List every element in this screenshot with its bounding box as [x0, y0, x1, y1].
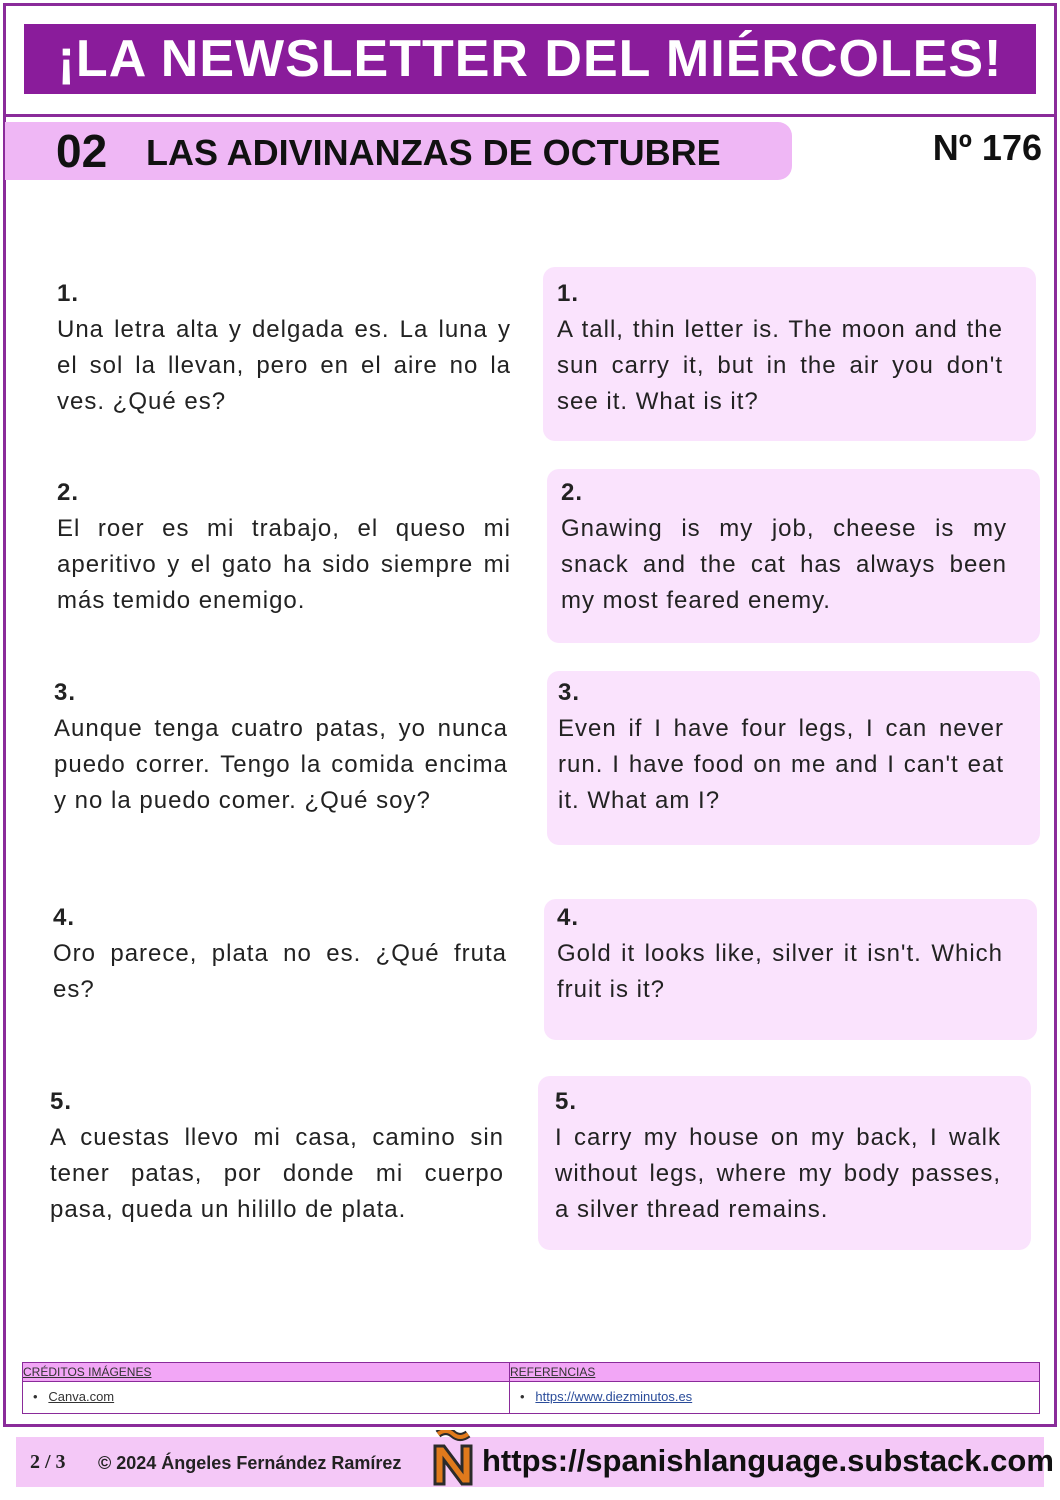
banner-title: ¡LA NEWSLETTER DEL MIÉRCOLES!: [57, 30, 1003, 88]
riddle-number: 3.: [558, 679, 581, 706]
riddle-text-es: Aunque tenga cuatro patas, yo nunca puedo correr. Tengo la comida encima y no la puedo comer. ¿Qué soy?: [54, 715, 508, 814]
copyright-text: © 2024 Ángeles Fernández Ramírez: [98, 1453, 402, 1473]
riddle-en-4: [557, 900, 1003, 1008]
references-link[interactable]: https://www.diezminutos.es: [535, 1389, 693, 1404]
riddle-text-es: Una letra alta y delgada es. La luna y el sol la llevan, pero en el aire no la ves. ¿Qué es?: [57, 316, 511, 415]
section-number: 02: [56, 125, 108, 177]
right-border: [1054, 114, 1057, 1426]
riddle-text-es: A cuestas llevo mi casa, camino sin tener patas, por donde mi cuerpo pasa, queda un hilillo de plata.: [50, 1124, 504, 1223]
n-tilde-logo-icon: [430, 1430, 476, 1486]
references-header: REFERENCIAS: [510, 1365, 596, 1379]
credits-table: [22, 1362, 1040, 1414]
riddle-number: 1.: [557, 280, 580, 307]
riddle-number: 3.: [54, 679, 77, 706]
riddle-en-3: [558, 675, 1004, 819]
section-title: LAS ADIVINANZAS DE OCTUBRE: [146, 132, 721, 173]
riddle-en-5: [555, 1084, 1001, 1228]
riddle-text-en: Gold it looks like, silver it isn't. Which fruit is it?: [557, 940, 1003, 1003]
references-column: [510, 1363, 1040, 1413]
riddle-text-en: A tall, thin letter is. The moon and the sun carry it, but in the air you don't see it. What is it?: [557, 316, 1003, 415]
riddle-en-1: [557, 276, 1003, 420]
credits-column: [23, 1363, 509, 1413]
riddle-number: 4.: [53, 904, 76, 931]
riddle-text-es: El roer es mi trabajo, el queso mi aperitivo y el gato ha sido siempre mi más temido enemigo.: [57, 515, 511, 614]
riddle-es-3: [54, 675, 508, 819]
riddle-en-2: [561, 475, 1007, 619]
riddle-text-en: Gnawing is my job, cheese is my snack and the cat has always been my most feared enemy.: [561, 515, 1007, 614]
references-item: • https://www.diezminutos.es: [520, 1389, 693, 1404]
newsletter-banner: [24, 24, 1036, 94]
credits-header: CRÉDITOS IMÁGENES: [23, 1365, 152, 1379]
riddle-number: 2.: [57, 479, 80, 506]
riddle-es-4: [53, 900, 507, 1008]
riddle-text-es: Oro parece, plata no es. ¿Qué fruta es?: [53, 940, 507, 1003]
riddle-es-2: [57, 475, 511, 619]
riddle-text-en: I carry my house on my back, I walk without legs, where my body passes, a silver thread remains.: [555, 1124, 1001, 1223]
issue-number: Nº 176: [932, 127, 1042, 168]
riddle-number: 5.: [50, 1088, 73, 1115]
riddle-number: 4.: [557, 904, 580, 931]
riddle-number: 5.: [555, 1088, 578, 1115]
credits-link[interactable]: Canva.com: [48, 1389, 115, 1404]
left-border: [3, 114, 6, 1426]
riddle-number: 2.: [561, 479, 584, 506]
riddle-number: 1.: [57, 280, 80, 307]
riddle-text-en: Even if I have four legs, I can never run. I have food on me and I can't eat it. What am I?: [558, 715, 1004, 814]
substack-link[interactable]: https://spanishlanguage.substack.com: [482, 1443, 1054, 1478]
riddle-es-1: [57, 276, 511, 420]
riddle-es-5: [50, 1084, 504, 1228]
credits-item: • Canva.com: [33, 1389, 115, 1404]
page-indicator: 2 / 3: [30, 1451, 66, 1473]
